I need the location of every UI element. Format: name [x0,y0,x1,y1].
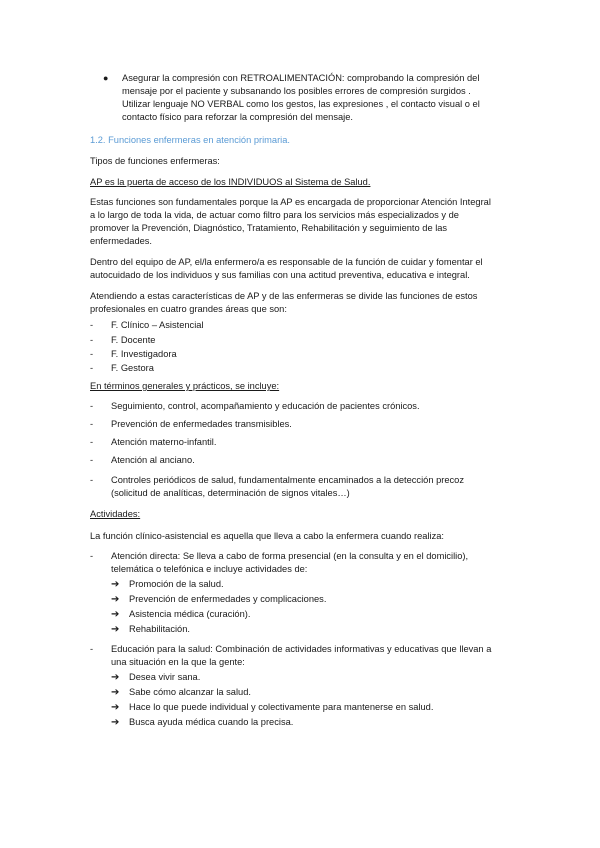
dash-icon: - [90,349,94,359]
arrow-right-icon: ➔ [111,624,120,635]
arrow-right-icon: ➔ [111,594,120,605]
list-item: - Prevención de enfermedades transmisibles. [90,419,292,429]
paragraph-line: Dentro del equipo de AP, el/la enfermero/a es responsable de la función de cuidar y fomentar el [90,257,483,267]
arrow-right-icon: ➔ [111,609,120,620]
paragraph-line: autocuidado de los individuos y sus familias con una actitud preventiva, educativa e integral. [90,270,470,280]
educacion-sublist [111,671,511,731]
section-heading: 1.2. Funciones enfermeras en atención primaria. [90,135,290,145]
arrow-right-icon: ➔ [111,687,120,698]
list-item: - F. Docente [90,335,156,345]
bullet-line: contacto físico para reforzar la compresión del mensaje. [122,112,353,122]
arrow-right-icon: ➔ [111,579,120,590]
list-item: - Controles periódicos de salud, fundamentalmente encaminados a la detección precoz (solicitud de analíticas, determinación de signos vitales…) [90,475,464,498]
paragraph-line: enfermedades. [90,236,153,246]
bullet-dot-icon: ● [103,73,109,83]
arrow-right-icon: ➔ [111,702,120,713]
list-item: ➔ Promoción de la salud. [111,579,224,590]
arrow-right-icon: ➔ [111,717,120,728]
list-item: ➔ Sabe cómo alcanzar la salud. [111,687,251,698]
dash-icon: - [90,475,94,485]
bullet-line: Asegurar la compresión con RETROALIMENTACIÓN: comprobando la compresión del [122,73,480,83]
paragraph-areas-intro [90,290,510,316]
dash-icon: - [90,551,94,561]
list-item: ➔ Prevención de enfermedades y complicaciones. [111,594,327,605]
bullet-line: mensaje por el paciente y subsanando los posibles errores de compresión surgidos . [122,86,471,96]
actividades-intro: La función clínico-asistencial es aquella que lleva a cabo la enfermera cuando realiza: [90,531,445,541]
educacion-item: - Educación para la salud: Combinación de actividades informativas y educativas que llevan a una situación en la que la gente: [90,644,492,667]
dash-icon: - [90,437,94,447]
list-item: - F. Investigadora [90,349,177,359]
list-item: - Atención al anciano. [90,455,195,465]
paragraph-ap-funciones [90,196,510,248]
paragraph-line: a lo largo de toda la vida, de actuar como filtro para los servicios más especializados y de [90,210,459,220]
atencion-sublist [111,578,511,638]
bullet-line: Utilizar lenguaje NO VERBAL como los gestos, las expresiones , el contacto visual o el [122,99,480,109]
dash-icon: - [90,363,94,373]
list-item: ➔ Busca ayuda médica cuando la precisa. [111,717,294,728]
list-item: - Atención materno-infantil. [90,437,217,447]
tipos-label: Tipos de funciones enfermeras: [90,156,220,166]
dash-icon: - [90,401,94,411]
arrow-right-icon: ➔ [111,672,120,683]
dash-icon: - [90,335,94,345]
retroalimentacion-bullet [90,72,510,124]
list-item: ➔ Asistencia médica (curación). [111,609,251,620]
general-list [90,400,510,500]
list-item: - Seguimiento, control, acompañamiento y educación de pacientes crónicos. [90,401,420,411]
dash-icon: - [90,419,94,429]
actividades-heading: Actividades: [90,509,141,519]
ap-heading: AP es la puerta de acceso de los INDIVIDUOS al Sistema de Salud. [90,177,371,187]
paragraph-line: Estas funciones son fundamentales porque la AP es encargada de proporcionar Atención Integral [90,197,491,207]
paragraph-equipo-ap [90,256,510,282]
paragraph-line: Atendiendo a estas características de AP y de las enfermeras se divide las funciones de estos [90,291,478,301]
list-item: ➔ Hace lo que puede individual y colectivamente para mantenerse en salud. [111,702,434,713]
paragraph-line: promover la Prevención, Diagnóstico, Tratamiento, Rehabilitación y seguimiento de las [90,223,448,233]
list-item: ➔ Desea vivir sana. [111,672,201,683]
list-item: - F. Clínico – Asistencial [90,320,204,330]
dash-icon: - [90,455,94,465]
list-item: - F. Gestora [90,363,154,373]
dash-icon: - [90,644,94,654]
dash-icon: - [90,320,94,330]
general-heading: En términos generales y prácticos, se incluye: [90,381,280,391]
atencion-directa-item: - Atención directa: Se lleva a cabo de forma presencial (en la consulta y en el domicilio), telemática o telefónica e incluye actividades de: [90,551,469,574]
areas-list [90,319,510,376]
list-item: ➔ Rehabilitación. [111,624,190,635]
paragraph-line: profesionales en cuatro grandes áreas que son: [90,304,287,314]
